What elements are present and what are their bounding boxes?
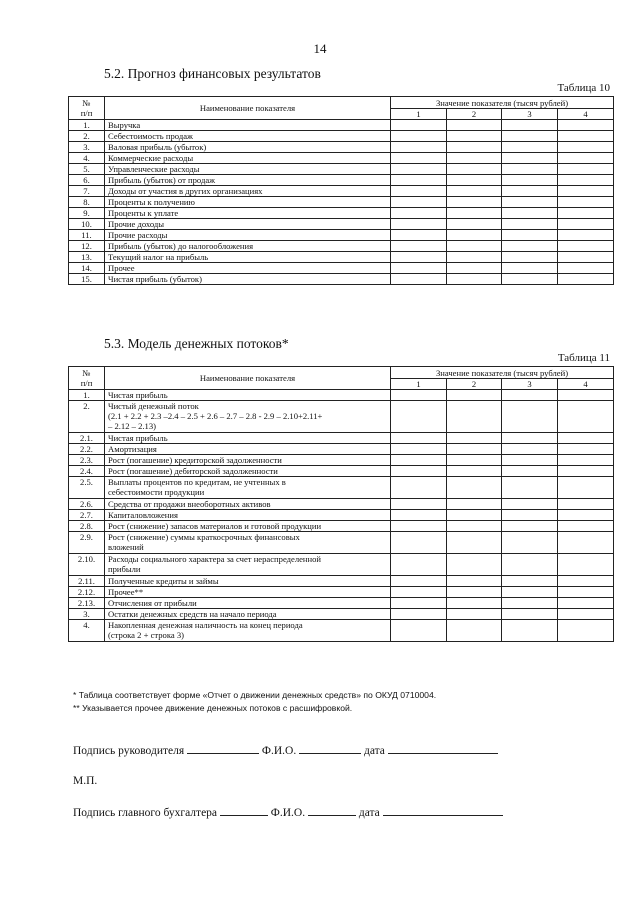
value-cell[interactable] [447,230,502,241]
value-cell[interactable] [447,263,502,274]
table-row [69,620,614,642]
value-cell[interactable] [447,274,502,285]
cash-flow-table [68,366,614,642]
value-cell[interactable] [502,609,558,620]
value-cell[interactable] [558,532,614,554]
head-date-label: дата [363,745,385,757]
value-cell[interactable] [502,241,558,252]
indicator-name: Чистый денежный поток (2.1 + 2.2 + 2.3 –2.4 – 2.5 + 2.6 – 2.7 – 2.8 - 2.9 – 2.10+2.11+ – 2.12 – 2.13) [105,401,391,433]
value-cell[interactable] [502,620,558,642]
row-number: 2.13. [69,598,105,609]
row-number: 4. [69,620,105,642]
value-cell[interactable] [558,433,614,444]
table-row [69,186,614,197]
value-cell[interactable] [391,401,447,433]
value-cell[interactable] [447,401,502,433]
accountant-date-label: дата [358,807,380,819]
footnote-form-reference: * Таблица соответствует форме «Отчет о движении денежных средств» по ОКУД 0710004. [73,690,437,700]
value-cell[interactable] [447,252,502,263]
value-cell[interactable] [502,433,558,444]
accountant-signature-blank[interactable] [220,805,268,816]
row-number: 3. [69,142,105,153]
indicator-name: Чистая прибыль [105,433,391,444]
value-cell[interactable] [502,499,558,510]
table-row [69,131,614,142]
value-cell[interactable] [502,598,558,609]
value-cell[interactable] [447,208,502,219]
row-number: 10. [69,219,105,230]
indicator-name: Амортизация [105,444,391,455]
value-cell[interactable] [391,164,447,175]
value-cell[interactable] [447,142,502,153]
value-cell[interactable] [447,241,502,252]
row-number: 2.5. [69,477,105,499]
indicator-name: Рост (снижение) запасов материалов и готовой продукции [105,521,391,532]
column-header-period: 2 [447,379,502,390]
value-cell[interactable] [391,587,447,598]
table-row [69,576,614,587]
accountant-fio-blank[interactable] [308,805,356,816]
table-row [69,455,614,466]
value-cell[interactable] [558,390,614,401]
value-cell[interactable] [558,142,614,153]
table-row [69,219,614,230]
table-row [69,433,614,444]
financial-results-table [68,96,614,285]
table-row [69,252,614,263]
indicator-name: Полученные кредиты и займы [105,576,391,587]
indicator-name: Чистая прибыль (убыток) [105,274,391,285]
stamp-placeholder: М.П. [73,775,98,787]
value-cell[interactable] [447,197,502,208]
value-cell[interactable] [391,175,447,186]
value-cell[interactable] [502,252,558,263]
value-cell[interactable] [558,252,614,263]
indicator-name: Прочее** [105,587,391,598]
head-signature-blank[interactable] [187,743,259,754]
value-cell[interactable] [558,164,614,175]
value-cell[interactable] [391,153,447,164]
value-cell[interactable] [558,466,614,477]
value-cell[interactable] [447,521,502,532]
value-cell[interactable] [558,241,614,252]
value-cell[interactable] [391,554,447,576]
head-fio-blank[interactable] [299,743,361,754]
row-number: 2.10. [69,554,105,576]
table-row [69,466,614,477]
section-title-cash-flow-model: 5.3. Модель денежных потоков* [104,336,289,351]
row-number: 2.4. [69,466,105,477]
head-signature-label: Подпись руководителя [73,745,185,757]
table-row [69,208,614,219]
value-cell[interactable] [558,131,614,142]
value-cell[interactable] [502,444,558,455]
row-number: 9. [69,208,105,219]
value-cell[interactable] [447,444,502,455]
column-header-period: 4 [558,109,614,120]
value-cell[interactable] [558,153,614,164]
value-cell[interactable] [558,274,614,285]
value-cell[interactable] [558,230,614,241]
table-row [69,274,614,285]
indicator-name: Выплаты процентов по кредитам, не учтенных в себестоимости продукции [105,477,391,499]
value-cell[interactable] [391,455,447,466]
column-header-indicator: Наименование показателя [105,367,391,390]
accountant-fio-label: Ф.И.О. [270,807,306,819]
value-cell[interactable] [391,208,447,219]
value-cell[interactable] [447,499,502,510]
value-cell[interactable] [558,620,614,642]
value-cell[interactable] [447,576,502,587]
value-cell[interactable] [502,510,558,521]
indicator-name: Рост (снижение) суммы краткосрочных финансовых вложений [105,532,391,554]
indicator-name: Прибыль (убыток) от продаж [105,175,391,186]
indicator-name: Проценты к получению [105,197,391,208]
value-cell[interactable] [391,241,447,252]
row-number: 1. [69,120,105,131]
value-cell[interactable] [502,521,558,532]
value-cell[interactable] [502,532,558,554]
column-header-period: 3 [502,109,558,120]
section-title-financial-forecast: 5.2. Прогноз финансовых результатов [104,66,321,81]
value-cell[interactable] [391,444,447,455]
value-cell[interactable] [447,466,502,477]
value-cell[interactable] [447,532,502,554]
page-number: 14 [313,41,327,56]
value-cell[interactable] [502,142,558,153]
value-cell[interactable] [391,390,447,401]
row-number: 15. [69,274,105,285]
value-cell[interactable] [447,219,502,230]
indicator-name: Рост (погашение) дебиторской задолженности [105,466,391,477]
column-header-period: 1 [391,109,447,120]
table-label-11: Таблица 11 [557,352,610,364]
row-number: 7. [69,186,105,197]
value-cell[interactable] [391,186,447,197]
value-cell[interactable] [447,510,502,521]
value-cell[interactable] [502,477,558,499]
value-cell[interactable] [447,477,502,499]
value-cell[interactable] [391,477,447,499]
table-row [69,197,614,208]
row-number: 2.8. [69,521,105,532]
value-cell[interactable] [391,532,447,554]
accountant-signature-label: Подпись главного бухгалтера [73,807,218,819]
value-cell[interactable] [391,510,447,521]
value-cell[interactable] [447,175,502,186]
value-cell[interactable] [558,120,614,131]
value-cell[interactable] [391,521,447,532]
value-cell[interactable] [391,219,447,230]
value-cell[interactable] [502,208,558,219]
value-cell[interactable] [558,401,614,433]
table-row [69,164,614,175]
indicator-name: Остатки денежных средств на начало периода [105,609,391,620]
row-number: 11. [69,230,105,241]
value-cell[interactable] [502,390,558,401]
value-cell[interactable] [391,620,447,642]
table-row [69,521,614,532]
value-cell[interactable] [391,274,447,285]
value-cell[interactable] [558,175,614,186]
indicator-name: Управленческие расходы [105,164,391,175]
indicator-name: Себестоимость продаж [105,131,391,142]
indicator-name: Прочие расходы [105,230,391,241]
value-cell[interactable] [391,120,447,131]
table-row [69,510,614,521]
table-row [69,532,614,554]
value-cell[interactable] [558,609,614,620]
indicator-name: Валовая прибыль (убыток) [105,142,391,153]
value-cell[interactable] [447,620,502,642]
value-cell[interactable] [391,252,447,263]
column-header-number: № п/п [69,367,105,390]
indicator-name: Выручка [105,120,391,131]
value-cell[interactable] [502,186,558,197]
value-cell[interactable] [447,598,502,609]
value-cell[interactable] [447,554,502,576]
value-cell[interactable] [447,609,502,620]
column-header-number: № п/п [69,97,105,120]
value-cell[interactable] [502,197,558,208]
row-number: 3. [69,609,105,620]
table-row [69,598,614,609]
indicator-name: Прочее [105,263,391,274]
indicator-name: Накопленная денежная наличность на конец периода (строка 2 + строка 3) [105,620,391,642]
column-header-value: Значение показателя (тысяч рублей) [391,367,614,379]
column-header-period: 4 [558,379,614,390]
value-cell[interactable] [391,499,447,510]
table-row [69,554,614,576]
row-number: 2.9. [69,532,105,554]
value-cell[interactable] [391,598,447,609]
value-cell[interactable] [502,175,558,186]
head-fio-label: Ф.И.О. [261,745,297,757]
value-cell[interactable] [558,576,614,587]
row-number: 4. [69,153,105,164]
row-number: 14. [69,263,105,274]
table-row [69,499,614,510]
row-number: 8. [69,197,105,208]
value-cell[interactable] [447,433,502,444]
value-cell[interactable] [447,131,502,142]
value-cell[interactable] [391,131,447,142]
head-signature-line [73,743,498,757]
indicator-name: Чистая прибыль [105,390,391,401]
value-cell[interactable] [502,263,558,274]
accountant-date-blank[interactable] [383,805,503,816]
value-cell[interactable] [447,186,502,197]
table-row [69,153,614,164]
table-row [69,263,614,274]
row-number: 5. [69,164,105,175]
value-cell[interactable] [502,164,558,175]
row-number: 2.6. [69,499,105,510]
value-cell[interactable] [391,197,447,208]
accountant-signature-line [73,805,503,819]
value-cell[interactable] [502,554,558,576]
value-cell[interactable] [558,455,614,466]
column-header-indicator: Наименование показателя [105,97,391,120]
value-cell[interactable] [502,576,558,587]
table-row [69,175,614,186]
row-number: 2. [69,401,105,433]
value-cell[interactable] [558,521,614,532]
table-row [69,120,614,131]
value-cell[interactable] [502,401,558,433]
indicator-name: Отчисления от прибыли [105,598,391,609]
value-cell[interactable] [447,587,502,598]
row-number: 2.2. [69,444,105,455]
indicator-name: Средства от продажи внеоборотных активов [105,499,391,510]
indicator-name: Коммерческие расходы [105,153,391,164]
row-number: 2.7. [69,510,105,521]
value-cell[interactable] [391,433,447,444]
table-row [69,477,614,499]
value-cell[interactable] [391,230,447,241]
footnote-other-flows: ** Указывается прочее движение денежных потоков с расшифровкой. [73,703,353,713]
table-row [69,609,614,620]
value-cell[interactable] [558,510,614,521]
value-cell[interactable] [502,153,558,164]
value-cell[interactable] [558,263,614,274]
value-cell[interactable] [558,197,614,208]
indicator-name: Прочие доходы [105,219,391,230]
row-number: 6. [69,175,105,186]
row-number: 12. [69,241,105,252]
value-cell[interactable] [558,587,614,598]
value-cell[interactable] [558,208,614,219]
table-row [69,401,614,433]
value-cell[interactable] [502,120,558,131]
column-header-period: 3 [502,379,558,390]
row-number: 2.1. [69,433,105,444]
row-number: 2.12. [69,587,105,598]
indicator-name: Расходы социального характера за счет нераспределенной прибыли [105,554,391,576]
value-cell[interactable] [391,466,447,477]
value-cell[interactable] [391,263,447,274]
row-number: 2.11. [69,576,105,587]
value-cell[interactable] [502,455,558,466]
value-cell[interactable] [391,576,447,587]
row-number: 13. [69,252,105,263]
value-cell[interactable] [502,587,558,598]
value-cell[interactable] [502,466,558,477]
indicator-name: Прибыль (убыток) до налогообложения [105,241,391,252]
value-cell[interactable] [447,164,502,175]
row-number: 2.3. [69,455,105,466]
value-cell[interactable] [502,131,558,142]
value-cell[interactable] [447,455,502,466]
value-cell[interactable] [558,499,614,510]
value-cell[interactable] [502,274,558,285]
value-cell[interactable] [558,444,614,455]
value-cell[interactable] [558,477,614,499]
table-row [69,230,614,241]
table-row [69,390,614,401]
indicator-name: Проценты к уплате [105,208,391,219]
column-header-period: 1 [391,379,447,390]
value-cell[interactable] [502,230,558,241]
value-cell[interactable] [447,153,502,164]
value-cell[interactable] [558,219,614,230]
value-cell[interactable] [391,609,447,620]
indicator-name: Текущий налог на прибыль [105,252,391,263]
value-cell[interactable] [447,390,502,401]
table-row [69,444,614,455]
row-number: 2. [69,131,105,142]
value-cell[interactable] [558,186,614,197]
row-number: 1. [69,390,105,401]
value-cell[interactable] [502,219,558,230]
column-header-value: Значение показателя (тысяч рублей) [391,97,614,109]
value-cell[interactable] [447,120,502,131]
column-header-period: 2 [447,109,502,120]
head-date-blank[interactable] [388,743,498,754]
value-cell[interactable] [391,142,447,153]
indicator-name: Рост (погашение) кредиторской задолженности [105,455,391,466]
table-row [69,587,614,598]
table-label-10: Таблица 10 [557,82,610,94]
value-cell[interactable] [558,598,614,609]
indicator-name: Капиталовложения [105,510,391,521]
value-cell[interactable] [558,554,614,576]
indicator-name: Доходы от участия в других организациях [105,186,391,197]
table-row [69,142,614,153]
table-row [69,241,614,252]
